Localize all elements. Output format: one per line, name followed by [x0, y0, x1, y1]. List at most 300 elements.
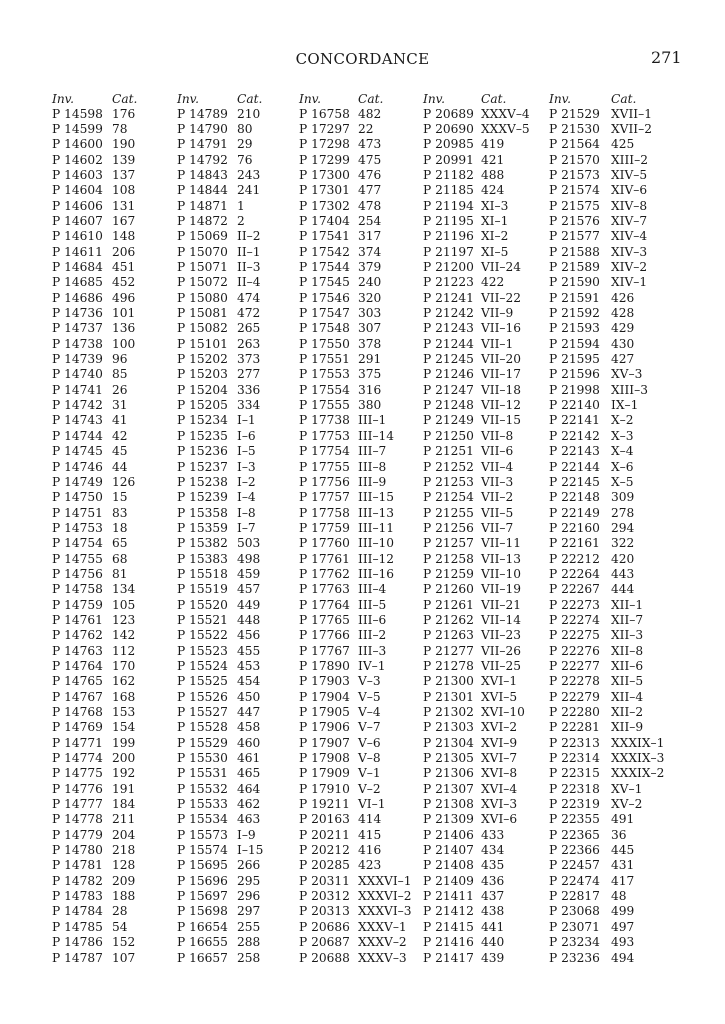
- table-row: [177, 444, 263, 459]
- table-row: [423, 766, 530, 781]
- inventory-number: P 22457: [549, 858, 600, 873]
- catalogue-number: 459: [237, 566, 261, 581]
- inventory-number: P 14775: [52, 766, 103, 781]
- inventory-number: P 15359: [177, 520, 228, 535]
- catalogue-number: 380: [358, 398, 382, 413]
- table-row: [549, 797, 664, 812]
- table-row: [423, 229, 530, 244]
- catalogue-number: XIV–5: [611, 167, 648, 182]
- inventory-number: P 21588: [549, 244, 600, 259]
- table-row: [549, 782, 664, 797]
- table-row: [177, 260, 263, 275]
- catalogue-number: XXXVI–1: [358, 873, 412, 888]
- table-row: [177, 858, 263, 873]
- inventory-number: P 20688: [299, 950, 350, 965]
- catalogue-number: VII–21: [481, 597, 522, 612]
- inventory-number: P 15237: [177, 459, 228, 474]
- inventory-number: P 22313: [549, 735, 600, 750]
- catalogue-number: 18: [112, 520, 128, 535]
- inventory-number: P 21303: [423, 720, 474, 735]
- inventory-number: P 21591: [549, 290, 600, 305]
- catalogue-number: 334: [237, 398, 261, 413]
- table-row: [177, 690, 263, 705]
- catalogue-number: 440: [481, 935, 505, 950]
- table-row: [52, 552, 137, 567]
- inventory-number: P 17546: [299, 290, 350, 305]
- inventory-number: P 17299: [299, 152, 350, 167]
- table-row: [177, 168, 263, 183]
- page-title: CONCORDANCE: [295, 50, 430, 68]
- inventory-number: P 14610: [52, 229, 103, 244]
- table-row: [549, 475, 664, 490]
- catalogue-number: 240: [358, 275, 382, 290]
- inv-header: Inv.: [549, 92, 571, 106]
- column-header: [549, 92, 664, 107]
- catalogue-number: 465: [237, 766, 261, 781]
- table-row: [549, 383, 664, 398]
- catalogue-number: II–3: [237, 260, 261, 275]
- table-row: [299, 367, 412, 382]
- table-row: [177, 536, 263, 551]
- inventory-number: P 14789: [177, 106, 228, 121]
- inventory-number: P 14791: [177, 137, 228, 152]
- inventory-number: P 22277: [549, 658, 600, 673]
- inventory-number: P 21409: [423, 873, 474, 888]
- table-row: [423, 506, 530, 521]
- table-row: [52, 521, 137, 536]
- table-row: [177, 720, 263, 735]
- table-row: [177, 797, 263, 812]
- catalogue-number: 474: [237, 290, 261, 305]
- catalogue-number: II–1: [237, 244, 261, 259]
- inventory-number: P 15518: [177, 566, 228, 581]
- catalogue-number: 373: [237, 352, 261, 367]
- inventory-number: P 14736: [52, 306, 103, 321]
- catalogue-number: XIV–1: [611, 275, 648, 290]
- table-row: [299, 506, 412, 521]
- table-row: [549, 337, 664, 352]
- inventory-number: P 21415: [423, 919, 474, 934]
- table-row: [52, 782, 137, 797]
- inventory-number: P 21261: [423, 597, 474, 612]
- inventory-number: P 17550: [299, 336, 350, 351]
- inventory-number: P 21576: [549, 214, 600, 228]
- table-row: [177, 935, 263, 950]
- table-row: [299, 628, 412, 643]
- inventory-number: P 16758: [299, 106, 350, 121]
- table-row: [423, 720, 530, 735]
- inventory-number: P 15069: [177, 229, 228, 244]
- table-row: [299, 552, 412, 567]
- table-row: [177, 506, 263, 521]
- inventory-number: P 14776: [52, 781, 103, 796]
- catalogue-number: 425: [611, 137, 635, 152]
- table-row: [423, 337, 530, 352]
- table-row: [177, 521, 263, 536]
- catalogue-number: VII–6: [481, 444, 514, 459]
- inventory-number: P 15528: [177, 720, 228, 735]
- table-row: [423, 429, 530, 444]
- catalogue-number: 491: [611, 812, 635, 827]
- inventory-number: P 20689: [423, 106, 474, 121]
- table-row: [549, 168, 664, 183]
- inventory-number: P 21998: [549, 382, 600, 397]
- table-row: [423, 736, 530, 751]
- table-row: [299, 168, 412, 183]
- inventory-number: P 21301: [423, 689, 474, 704]
- table-row: [423, 321, 530, 336]
- table-row: [549, 490, 664, 505]
- inventory-number: P 14786: [52, 935, 103, 950]
- catalogue-number: 170: [112, 658, 136, 673]
- table-row: [423, 567, 530, 582]
- inventory-number: P 17753: [299, 428, 350, 443]
- catalogue-number: 167: [112, 214, 136, 228]
- table-row: [52, 214, 137, 229]
- table-row: [52, 291, 137, 306]
- catalogue-number: 44: [112, 459, 128, 474]
- catalogue-number: 455: [237, 643, 261, 658]
- catalogue-number: 464: [237, 781, 261, 796]
- table-row: [52, 705, 137, 720]
- table-row: [549, 352, 664, 367]
- inventory-number: P 21244: [423, 336, 474, 351]
- catalogue-number: 379: [358, 260, 382, 275]
- catalogue-number: XI–1: [481, 214, 509, 228]
- inventory-number: P 20312: [299, 889, 350, 904]
- inventory-number: P 14759: [52, 597, 103, 612]
- table-row: [549, 521, 664, 536]
- inventory-number: P 17910: [299, 781, 350, 796]
- inventory-number: P 17553: [299, 367, 350, 382]
- catalogue-number: 154: [112, 720, 136, 735]
- table-row: [423, 536, 530, 551]
- catalogue-number: 26: [112, 382, 128, 397]
- catalogue-number: 100: [112, 336, 136, 351]
- catalogue-number: VI–1: [358, 797, 386, 812]
- inventory-number: P 22267: [549, 582, 600, 597]
- inventory-number: P 14755: [52, 551, 103, 566]
- inventory-number: P 14600: [52, 137, 103, 152]
- catalogue-number: V–7: [358, 720, 381, 735]
- inv-header: Inv.: [299, 92, 321, 106]
- catalogue-number: VII–12: [481, 398, 522, 413]
- table-row: [52, 168, 137, 183]
- catalogue-number: XVI–8: [481, 766, 518, 781]
- catalogue-number: VII–7: [481, 520, 514, 535]
- table-row: [299, 874, 412, 889]
- table-row: [299, 904, 412, 919]
- catalogue-number: 152: [112, 935, 136, 950]
- inventory-number: P 14781: [52, 858, 103, 873]
- catalogue-number: 105: [112, 597, 136, 612]
- catalogue-number: 417: [611, 873, 635, 888]
- catalogue-number: 206: [112, 244, 136, 259]
- table-row: [52, 720, 137, 735]
- inventory-number: P 22275: [549, 628, 600, 643]
- table-row: [299, 306, 412, 321]
- catalogue-number: XV–1: [611, 781, 643, 796]
- table-row: [299, 797, 412, 812]
- inventory-number: P 14598: [52, 106, 103, 121]
- inventory-number: P 21254: [423, 490, 474, 505]
- catalogue-number: 415: [358, 827, 382, 842]
- table-row: [52, 352, 137, 367]
- inventory-number: P 15530: [177, 751, 228, 766]
- table-row: [299, 613, 412, 628]
- inventory-number: P 15071: [177, 260, 228, 275]
- table-row: [423, 153, 530, 168]
- catalogue-number: VII–11: [481, 536, 522, 551]
- inventory-number: P 21595: [549, 352, 600, 367]
- inventory-number: P 14764: [52, 658, 103, 673]
- table-row: [549, 628, 664, 643]
- table-row: [177, 398, 263, 413]
- inventory-number: P 14792: [177, 152, 228, 167]
- catalogue-number: 374: [358, 244, 382, 259]
- concordance-column: [52, 92, 137, 966]
- table-row: [299, 812, 412, 827]
- table-row: [549, 429, 664, 444]
- catalogue-number: 36: [611, 827, 627, 842]
- inventory-number: P 17908: [299, 751, 350, 766]
- catalogue-number: XIII–3: [611, 382, 648, 397]
- table-row: [177, 183, 263, 198]
- table-row: [299, 183, 412, 198]
- inventory-number: P 14607: [52, 214, 103, 228]
- catalogue-number: 316: [358, 382, 382, 397]
- table-row: [549, 137, 664, 152]
- catalogue-number: 453: [237, 658, 261, 673]
- catalogue-number: 429: [611, 321, 635, 336]
- inventory-number: P 14767: [52, 689, 103, 704]
- inventory-number: P 21573: [549, 167, 600, 182]
- inventory-number: P 21242: [423, 306, 474, 321]
- table-row: [299, 690, 412, 705]
- table-row: [423, 797, 530, 812]
- inventory-number: P 15533: [177, 797, 228, 812]
- inventory-number: P 21406: [423, 827, 474, 842]
- catalogue-number: XIV–6: [611, 183, 648, 198]
- table-row: [299, 705, 412, 720]
- catalogue-number: VII–18: [481, 382, 522, 397]
- table-row: [52, 690, 137, 705]
- table-row: [423, 674, 530, 689]
- table-row: [52, 613, 137, 628]
- catalogue-number: 499: [611, 904, 635, 919]
- concordance-column: [177, 92, 263, 966]
- table-row: [177, 951, 263, 966]
- table-row: [299, 214, 412, 229]
- catalogue-number: VII–16: [481, 321, 522, 336]
- table-row: [299, 828, 412, 843]
- table-row: [423, 107, 530, 122]
- catalogue-number: 254: [358, 214, 382, 228]
- table-row: [423, 260, 530, 275]
- catalogue-number: 162: [112, 674, 136, 689]
- catalogue-number: X–3: [611, 428, 634, 443]
- table-row: [52, 766, 137, 781]
- table-row: [549, 858, 664, 873]
- table-row: [52, 935, 137, 950]
- table-row: [52, 260, 137, 275]
- table-row: [549, 321, 664, 336]
- inventory-number: P 15519: [177, 582, 228, 597]
- inv-header: Inv.: [177, 92, 199, 106]
- inventory-number: P 14872: [177, 214, 228, 228]
- table-row: [549, 552, 664, 567]
- inventory-number: P 17764: [299, 597, 350, 612]
- table-row: [299, 598, 412, 613]
- catalogue-number: 190: [112, 137, 136, 152]
- table-row: [423, 951, 530, 966]
- catalogue-number: XIV–8: [611, 198, 648, 213]
- column-header: [423, 92, 530, 107]
- inventory-number: P 14753: [52, 520, 103, 535]
- table-row: [299, 398, 412, 413]
- catalogue-number: 426: [611, 290, 635, 305]
- catalogue-number: 258: [237, 950, 261, 965]
- table-row: [177, 337, 263, 352]
- table-row: [52, 398, 137, 413]
- catalogue-number: V–5: [358, 689, 381, 704]
- catalogue-number: 85: [112, 367, 128, 382]
- catalogue-number: 209: [112, 873, 136, 888]
- catalogue-number: XXXIX–2: [611, 766, 665, 781]
- catalogue-number: 462: [237, 797, 261, 812]
- table-row: [549, 183, 664, 198]
- inventory-number: P 22161: [549, 536, 600, 551]
- catalogue-number: 434: [481, 843, 505, 858]
- catalogue-number: VII–22: [481, 290, 522, 305]
- catalogue-number: 277: [237, 367, 261, 382]
- table-row: [177, 429, 263, 444]
- inventory-number: P 22474: [549, 873, 600, 888]
- inventory-number: P 22817: [549, 889, 600, 904]
- catalogue-number: 136: [112, 321, 136, 336]
- inventory-number: P 15382: [177, 536, 228, 551]
- table-row: [549, 199, 664, 214]
- inventory-number: P 22276: [549, 643, 600, 658]
- table-row: [423, 874, 530, 889]
- catalogue-number: V–1: [358, 766, 381, 781]
- inventory-number: P 21308: [423, 797, 474, 812]
- inventory-number: P 14604: [52, 183, 103, 198]
- catalogue-number: XVI–10: [481, 705, 525, 719]
- catalogue-number: XV–2: [611, 797, 643, 812]
- inventory-number: P 14787: [52, 950, 103, 965]
- catalogue-number: VII–5: [481, 505, 514, 520]
- inventory-number: P 21196: [423, 229, 474, 244]
- inventory-number: P 14751: [52, 505, 103, 520]
- table-row: [423, 398, 530, 413]
- catalogue-number: 2: [237, 214, 245, 228]
- inventory-number: P 17909: [299, 766, 350, 781]
- inventory-number: P 21258: [423, 551, 474, 566]
- catalogue-number: 137: [112, 167, 136, 182]
- table-row: [177, 705, 263, 720]
- catalogue-number: 428: [611, 306, 635, 321]
- catalogue-number: V–3: [358, 674, 381, 689]
- inventory-number: P 20687: [299, 935, 350, 950]
- inventory-number: P 17903: [299, 674, 350, 689]
- catalogue-number: 463: [237, 812, 261, 827]
- inventory-number: P 21251: [423, 444, 474, 459]
- catalogue-number: I–9: [237, 827, 256, 842]
- catalogue-number: X–6: [611, 459, 634, 474]
- catalogue-number: X–5: [611, 474, 634, 489]
- catalogue-number: VII–20: [481, 352, 522, 367]
- table-row: [299, 736, 412, 751]
- inventory-number: P 14603: [52, 167, 103, 182]
- inventory-number: P 14765: [52, 674, 103, 689]
- inventory-number: P 20690: [423, 121, 474, 136]
- inventory-number: P 20212: [299, 843, 350, 858]
- catalogue-number: 31: [112, 398, 128, 413]
- inventory-number: P 15236: [177, 444, 228, 459]
- inventory-number: P 17302: [299, 198, 350, 213]
- catalogue-number: 419: [481, 137, 505, 152]
- catalogue-number: XI–5: [481, 244, 509, 259]
- table-row: [299, 475, 412, 490]
- catalogue-number: 420: [611, 551, 635, 566]
- catalogue-number: XVI–3: [481, 797, 518, 812]
- table-row: [299, 122, 412, 137]
- table-row: [299, 521, 412, 536]
- catalogue-number: 433: [481, 827, 505, 842]
- table-row: [549, 306, 664, 321]
- table-row: [177, 582, 263, 597]
- inventory-number: P 17906: [299, 720, 350, 735]
- inventory-number: P 15526: [177, 689, 228, 704]
- inventory-number: P 14778: [52, 812, 103, 827]
- catalogue-number: I–2: [237, 474, 256, 489]
- table-row: [549, 460, 664, 475]
- catalogue-number: 107: [112, 950, 136, 965]
- table-row: [423, 828, 530, 843]
- inventory-number: P 23236: [549, 950, 600, 965]
- catalogue-number: I–15: [237, 843, 264, 858]
- table-row: [423, 367, 530, 382]
- inventory-number: P 15574: [177, 843, 228, 858]
- table-row: [177, 306, 263, 321]
- table-row: [423, 751, 530, 766]
- catalogue-number: XVI–9: [481, 735, 518, 750]
- catalogue-number: XI–3: [481, 198, 509, 213]
- table-row: [177, 137, 263, 152]
- catalogue-number: 438: [481, 904, 505, 919]
- table-row: [52, 245, 137, 260]
- inventory-number: P 22160: [549, 520, 600, 535]
- table-row: [299, 107, 412, 122]
- inventory-number: P 19211: [299, 797, 350, 812]
- catalogue-number: 478: [358, 198, 382, 213]
- table-row: [177, 843, 263, 858]
- table-row: [549, 904, 664, 919]
- catalogue-number: 448: [237, 612, 261, 627]
- catalogue-number: 263: [237, 336, 261, 351]
- catalogue-number: II–2: [237, 229, 261, 244]
- catalogue-number: VII–10: [481, 566, 522, 581]
- inventory-number: P 15522: [177, 628, 228, 643]
- table-row: [177, 598, 263, 613]
- table-row: [423, 889, 530, 904]
- table-row: [52, 153, 137, 168]
- table-row: [177, 552, 263, 567]
- inventory-number: P 22281: [549, 720, 600, 735]
- table-row: [423, 904, 530, 919]
- table-row: [423, 245, 530, 260]
